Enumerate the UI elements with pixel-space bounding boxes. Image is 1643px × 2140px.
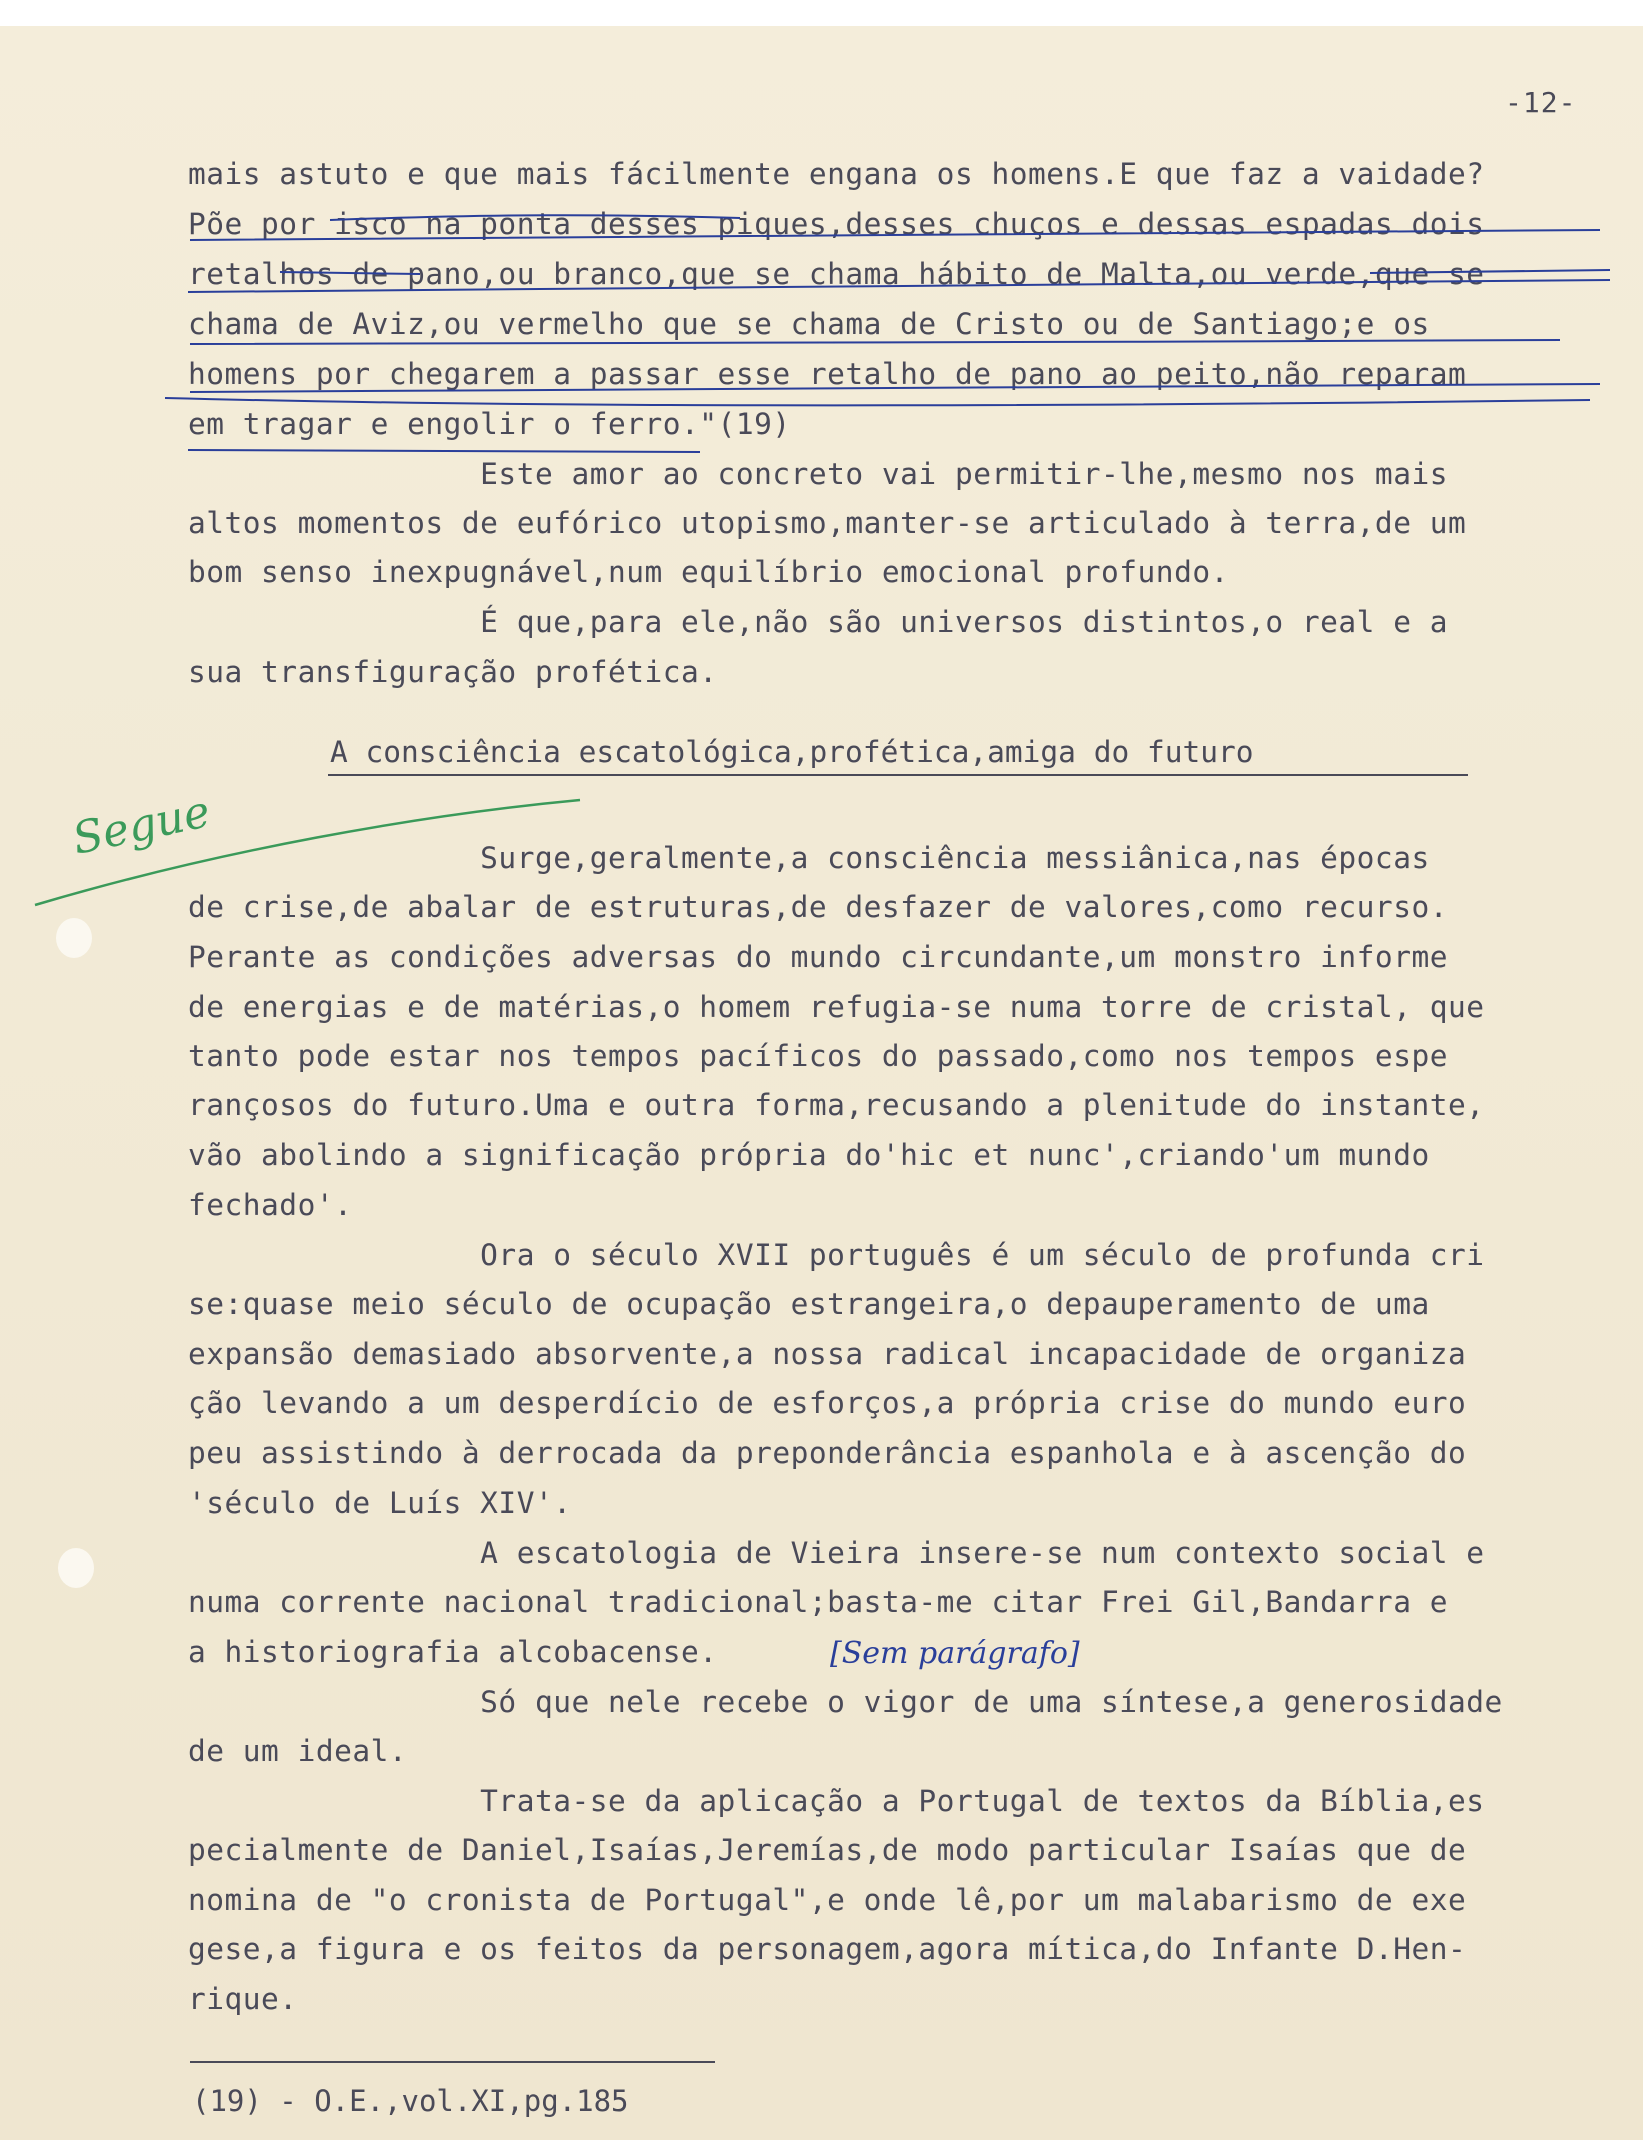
handwritten-bracket-note: [Sem parágrafo]	[830, 1636, 1080, 1671]
text-line: chama de Aviz,ou vermelho que se chama de Cristo ou de Santiago;e os	[188, 307, 1430, 341]
text-line: de crise,de abalar de estruturas,de desfazer de valores,como recurso.	[188, 890, 1448, 924]
text-line: pecialmente de Daniel,Isaías,Jeremías,de modo particular Isaías que de	[188, 1833, 1467, 1867]
pen-line	[280, 272, 420, 274]
text-line: se:quase meio século de ocupação estrangeira,o depauperamento de uma	[188, 1287, 1430, 1321]
text-line: de um ideal.	[188, 1734, 408, 1768]
text-line: homens por chegarem a passar esse retalho de pano ao peito,não reparam	[188, 357, 1467, 391]
text-line: peu assistindo à derrocada da preponderância espanhola e à ascenção do	[188, 1436, 1467, 1470]
text-line: tanto pode estar nos tempos pacíficos do passado,como nos tempos espe	[188, 1039, 1448, 1073]
pen-line	[188, 450, 700, 452]
footnote: (19) - O.E.,vol.XI,pg.185	[192, 2084, 629, 2118]
text-line: Põe por isco na ponta desses piques,desses chuços e dessas espadas dois	[188, 207, 1485, 241]
text-line: nomina de "o cronista de Portugal",e onde lê,por um malabarismo de exe	[188, 1883, 1467, 1917]
page-number: -12-	[1505, 86, 1577, 119]
text-line: Só que nele recebe o vigor de uma síntese,a generosidade	[188, 1685, 1503, 1719]
text-line: a historiografia alcobacense.	[188, 1635, 718, 1669]
text-line: Perante as condições adversas do mundo circundante,um monstro informe	[188, 940, 1448, 974]
text-line: bom senso inexpugnável,num equilíbrio emocional profundo.	[188, 555, 1229, 589]
text-line: A escatologia de Vieira insere-se num contexto social e	[188, 1536, 1485, 1570]
pen-line	[35, 800, 580, 905]
section-heading: A consciência escatológica,profética,amiga do futuro	[330, 735, 1254, 769]
text-line: vão abolindo a significação própria do'hic et nunc',criando'um mundo	[188, 1138, 1430, 1172]
text-line: retalhos de pano,ou branco,que se chama hábito de Malta,ou verde,que se	[188, 257, 1485, 291]
pen-line	[330, 215, 740, 220]
text-line: 'século de Luís XIV'.	[188, 1486, 572, 1520]
text-line: mais astuto e que mais fácilmente engana os homens.E que faz a vaidade?	[188, 157, 1485, 191]
text-line: É que,para ele,não são universos distintos,o real e a	[188, 605, 1448, 639]
text-line: gese,a figura e os feitos da personagem,agora mítica,do Infante D.Hen-	[188, 1932, 1467, 1966]
text-line: fechado'.	[188, 1188, 353, 1222]
text-line: em tragar e engolir o ferro."(19)	[188, 407, 791, 441]
text-line: rique.	[188, 1982, 298, 2016]
text-line: Trata-se da aplicação a Portugal de textos da Bíblia,es	[188, 1784, 1485, 1818]
text-line: rançosos do futuro.Uma e outra forma,recusando a plenitude do instante,	[188, 1088, 1485, 1122]
pen-line	[165, 398, 1590, 405]
text-line: sua transfiguração profética.	[188, 655, 718, 689]
pen-line	[188, 280, 1610, 292]
pen-line	[190, 340, 1560, 344]
text-line: numa corrente nacional tradicional;basta-me citar Frei Gil,Bandarra e	[188, 1585, 1448, 1619]
pen-line	[190, 230, 1600, 240]
text-line: de energias e de matérias,o homem refugia-se numa torre de cristal, que	[188, 990, 1485, 1024]
text-line: expansão demasiado absorvente,a nossa radical incapacidade de organiza	[188, 1337, 1467, 1371]
text-line: ção levando a um desperdício de esforços,a própria crise do mundo euro	[188, 1386, 1467, 1420]
text-line: altos momentos de eufórico utopismo,manter-se articulado à terra,de um	[188, 506, 1467, 540]
pen-line	[190, 384, 1600, 392]
handwritten-margin-note: Segue	[68, 786, 215, 865]
text-line: Surge,geralmente,a consciência messiânica,nas épocas	[188, 841, 1430, 875]
pen-line	[1370, 270, 1610, 273]
text-line: Este amor ao concreto vai permitir-lhe,mesmo nos mais	[188, 457, 1448, 491]
text-line: Ora o século XVII português é um século de profunda cri	[188, 1238, 1485, 1272]
